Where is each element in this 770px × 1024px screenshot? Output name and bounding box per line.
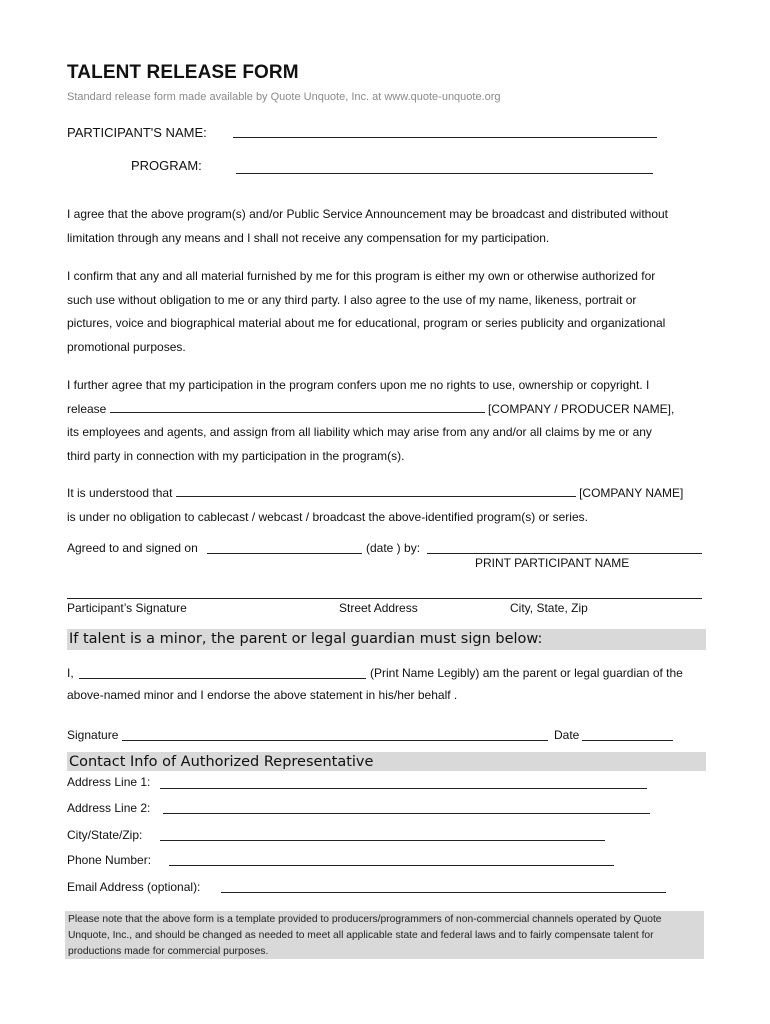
guardian-signature-line[interactable] — [122, 740, 548, 741]
minor-i-label: I, — [67, 666, 74, 680]
guardian-signature-label: Signature — [67, 728, 119, 742]
company-name-text: [COMPANY NAME] — [579, 486, 684, 500]
guardian-print-name-text: (Print Name Legibly) am the parent or legal guardian of the — [370, 666, 683, 680]
phone-number-field[interactable] — [169, 865, 614, 866]
date-by-label: (date ) by: — [366, 541, 421, 555]
minor-section-heading: If talent is a minor, the parent or legal guardian must sign below: — [67, 629, 706, 650]
form-title: TALENT RELEASE FORM — [67, 62, 299, 83]
email-address-field[interactable] — [221, 892, 666, 893]
address-line-1-label: Address Line 1: — [67, 775, 151, 789]
participant-name-label: PARTICIPANT'S NAME: — [67, 125, 207, 140]
paragraph-line: I confirm that any and all material furnished by me for this program is either my own or otherwise authorized for — [67, 269, 656, 283]
paragraph-line: third party in connection with my participation in the program(s). — [67, 448, 405, 463]
form-subtitle: Standard release form made available by Quote Unquote, Inc. at www.quote-unquote.org — [67, 91, 501, 103]
paragraph-line: limitation through any means and I shall not receive any compensation for my participation. — [67, 230, 550, 245]
street-address-label: Street Address — [339, 601, 418, 615]
guardian-date-line[interactable] — [582, 740, 673, 741]
company-producer-text: [COMPANY / PRODUCER NAME], — [488, 401, 675, 416]
agreement-paragraph-1 — [67, 203, 707, 250]
city-state-zip-contact-label: City/State/Zip: — [67, 828, 143, 842]
paragraph-line: pictures, voice and biographical material about me for educational, program or series publicity and organizational — [67, 316, 666, 330]
agreement-paragraph-2 — [67, 265, 707, 359]
release-text: release — [67, 401, 107, 416]
understood-text: It is understood that — [67, 486, 173, 500]
paragraph-line: promotional purposes. — [67, 339, 186, 354]
understood-line — [67, 482, 707, 506]
city-state-zip-field[interactable] — [160, 840, 605, 841]
guardian-date-label: Date — [554, 728, 580, 742]
program-line[interactable] — [236, 173, 653, 174]
address-line-1-field[interactable] — [160, 788, 647, 789]
paragraph-line: is under no obligation to cablecast / webcast / broadcast the above-identified program(s) or series. — [67, 509, 588, 524]
city-state-zip-label: City, State, Zip — [510, 601, 588, 615]
producer-name-blank[interactable] — [110, 400, 485, 413]
guardian-print-name-line[interactable] — [79, 678, 366, 679]
company-name-blank[interactable] — [176, 484, 576, 497]
guardian-endorse-text: above-named minor and I endorse the above statement in his/her behalf . — [67, 688, 458, 702]
signed-date-line[interactable] — [207, 553, 362, 554]
paragraph-line: its employees and agents, and assign from all liability which may arise from any and/or all claims by me or any — [67, 425, 652, 439]
print-participant-name-label: PRINT PARTICIPANT NAME — [475, 556, 630, 570]
address-line-2-field[interactable] — [163, 813, 650, 814]
participant-name-line[interactable] — [233, 137, 657, 138]
template-disclaimer-note: Please note that the above form is a template provided to producers/programmers of non-commercial channels operated by Quote Unquote, Inc., and should be changed as needed to meet all applicable state and federal laws and to fairly compensate talent for productions made for commercial purposes. — [65, 911, 704, 959]
release-line — [67, 398, 707, 422]
paragraph-line: such use without obligation to me or any third party. I also agree to the use of my name, likeness, portrait or — [67, 292, 637, 307]
paragraph-line: I further agree that my participation in the program confers upon me no rights to use, ownership or copyright. I — [67, 378, 650, 392]
program-label: PROGRAM: — [131, 158, 202, 173]
paragraph-line: I agree that the above program(s) and/or Public Service Announcement may be broadcast and distributed without — [67, 207, 669, 221]
address-line-2-label: Address Line 2: — [67, 801, 151, 815]
phone-number-label: Phone Number: — [67, 853, 152, 867]
participant-signature-label: Participant’s Signature — [67, 601, 187, 615]
signature-address-line[interactable] — [67, 598, 702, 599]
agreement-paragraph-3 — [67, 374, 707, 468]
contact-section-heading: Contact Info of Authorized Representative — [67, 752, 706, 771]
agreement-paragraph-4 — [67, 482, 707, 529]
participant-name-print-line[interactable] — [427, 553, 702, 554]
agreed-signed-label: Agreed to and signed on — [67, 541, 198, 555]
email-address-label: Email Address (optional): — [67, 880, 201, 894]
